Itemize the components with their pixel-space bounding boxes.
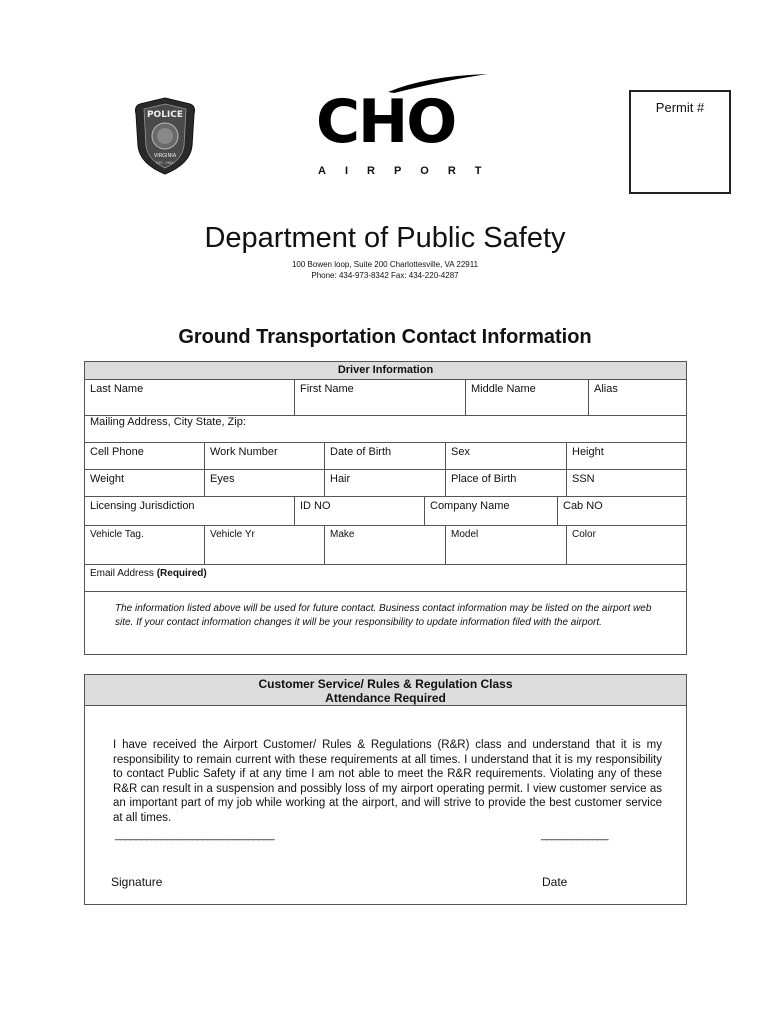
license-row	[85, 496, 686, 526]
department-address: 100 Bowen loop, Suite 200 Charlottesville, VA 22911	[291, 260, 479, 269]
alias-label: Alias	[594, 383, 618, 395]
weight-label: Weight	[90, 473, 125, 485]
middle-name-field[interactable]	[465, 380, 588, 416]
vehicle-tag-label: Vehicle Tag.	[90, 529, 144, 540]
height-field[interactable]	[566, 443, 686, 470]
name-row	[85, 379, 686, 416]
cho-airport-logo	[316, 72, 501, 182]
vehicle-tag-field[interactable]	[85, 526, 204, 565]
badge-top-text: POLICE	[146, 110, 184, 120]
badge-est-text: EST. 1984	[156, 161, 174, 165]
ssn-label: SSN	[572, 473, 595, 485]
police-badge-logo	[132, 96, 198, 176]
date-of-birth-field[interactable]	[324, 443, 445, 470]
logo-word: CHO	[316, 87, 456, 157]
cab-no-field[interactable]	[557, 497, 686, 526]
date-of-birth-label: Date of Birth	[330, 446, 392, 458]
make-label: Make	[330, 529, 355, 540]
ssn-field[interactable]	[566, 470, 686, 497]
eyes-label: Eyes	[210, 473, 235, 485]
email-address-label: Email Address	[90, 568, 157, 579]
model-label: Model	[451, 529, 479, 540]
department-title: Department of Public Safety	[204, 222, 566, 254]
customer-service-header-line2: Attendance Required	[325, 691, 446, 705]
sex-label: Sex	[451, 446, 470, 458]
id-no-label: ID NO	[300, 500, 331, 512]
first-name-field[interactable]	[294, 380, 465, 416]
alias-field[interactable]	[588, 380, 686, 416]
vehicle-year-field[interactable]	[204, 526, 324, 565]
cab-no-label: Cab NO	[563, 500, 603, 512]
driver-information-header: Driver Information	[85, 362, 686, 380]
permit-label: Permit #	[655, 100, 705, 115]
date-label: Date	[542, 875, 568, 889]
signature-label: Signature	[111, 875, 163, 889]
middle-name-label: Middle Name	[471, 383, 536, 395]
hair-label: Hair	[330, 473, 351, 485]
mailing-address-field[interactable]	[85, 416, 686, 443]
place-of-birth-field[interactable]	[445, 470, 566, 497]
work-number-label: Work Number	[210, 446, 278, 458]
driver-information-table	[84, 361, 687, 655]
customer-service-header	[85, 675, 686, 706]
signature-line[interactable]: _______________________________	[115, 829, 274, 841]
vehicle-row	[85, 525, 686, 565]
make-field[interactable]	[324, 526, 445, 565]
place-of-birth-label: Place of Birth	[451, 473, 517, 485]
company-name-field[interactable]	[424, 497, 557, 526]
sex-field[interactable]	[445, 443, 566, 470]
physical-row	[85, 469, 686, 497]
company-name-label: Company Name	[430, 500, 510, 512]
work-number-field[interactable]	[204, 443, 324, 470]
cell-phone-field[interactable]	[85, 443, 204, 470]
form-title: Ground Transportation Contact Information	[178, 326, 592, 348]
customer-service-section	[84, 674, 687, 905]
date-line[interactable]: _____________	[541, 829, 608, 841]
id-no-field[interactable]	[294, 497, 424, 526]
licensing-jurisdiction-label: Licensing Jurisdiction	[90, 500, 195, 512]
logo-subtitle: AIRPORT	[318, 165, 501, 177]
mailing-row	[85, 415, 686, 443]
contact-row	[85, 442, 686, 470]
mailing-address-label: Mailing Address, City State, Zip:	[90, 416, 246, 428]
email-address-field[interactable]	[85, 565, 686, 591]
hair-field[interactable]	[324, 470, 445, 497]
color-label: Color	[572, 529, 596, 540]
acknowledgement-text: I have received the Airport Customer/ Rules & Regulations (R&R) class and understand that it is my responsibility to remain current with these requirements at all times. I understand that it is my responsibility to contact Public Safety if at any time I am not able to meet the R&R requirements. Violating any of these R&R can result in a suspension and possibly loss of my airport operating permit. I view customer service as an important part of my job while working at the airport, and will strive to provide the best customer service at all times.	[113, 739, 662, 824]
email-required-label: (Required)	[156, 568, 207, 579]
model-field[interactable]	[445, 526, 566, 565]
licensing-jurisdiction-field[interactable]	[85, 497, 294, 526]
height-label: Height	[572, 446, 604, 458]
department-phone: Phone: 434-973-8342 Fax: 434-220-4287	[311, 271, 459, 280]
first-name-label: First Name	[300, 383, 354, 395]
customer-service-header-line1: Customer Service/ Rules & Regulation Class	[258, 677, 513, 691]
email-row	[85, 564, 686, 592]
permit-box[interactable]	[629, 90, 731, 194]
last-name-label: Last Name	[90, 383, 144, 395]
cell-phone-label: Cell Phone	[90, 446, 144, 458]
color-field[interactable]	[566, 526, 686, 565]
last-name-field[interactable]	[85, 380, 294, 416]
contact-info-note: The information listed above will be used for future contact. Business contact information may be listed on the airport web site. If your contact information changes it will be your responsibility to update information filed with the airport.	[115, 603, 652, 628]
weight-field[interactable]	[85, 470, 204, 497]
vehicle-year-label: Vehicle Yr	[210, 529, 255, 540]
badge-bottom-text: VIRGINIA	[153, 153, 177, 159]
eyes-field[interactable]	[204, 470, 324, 497]
